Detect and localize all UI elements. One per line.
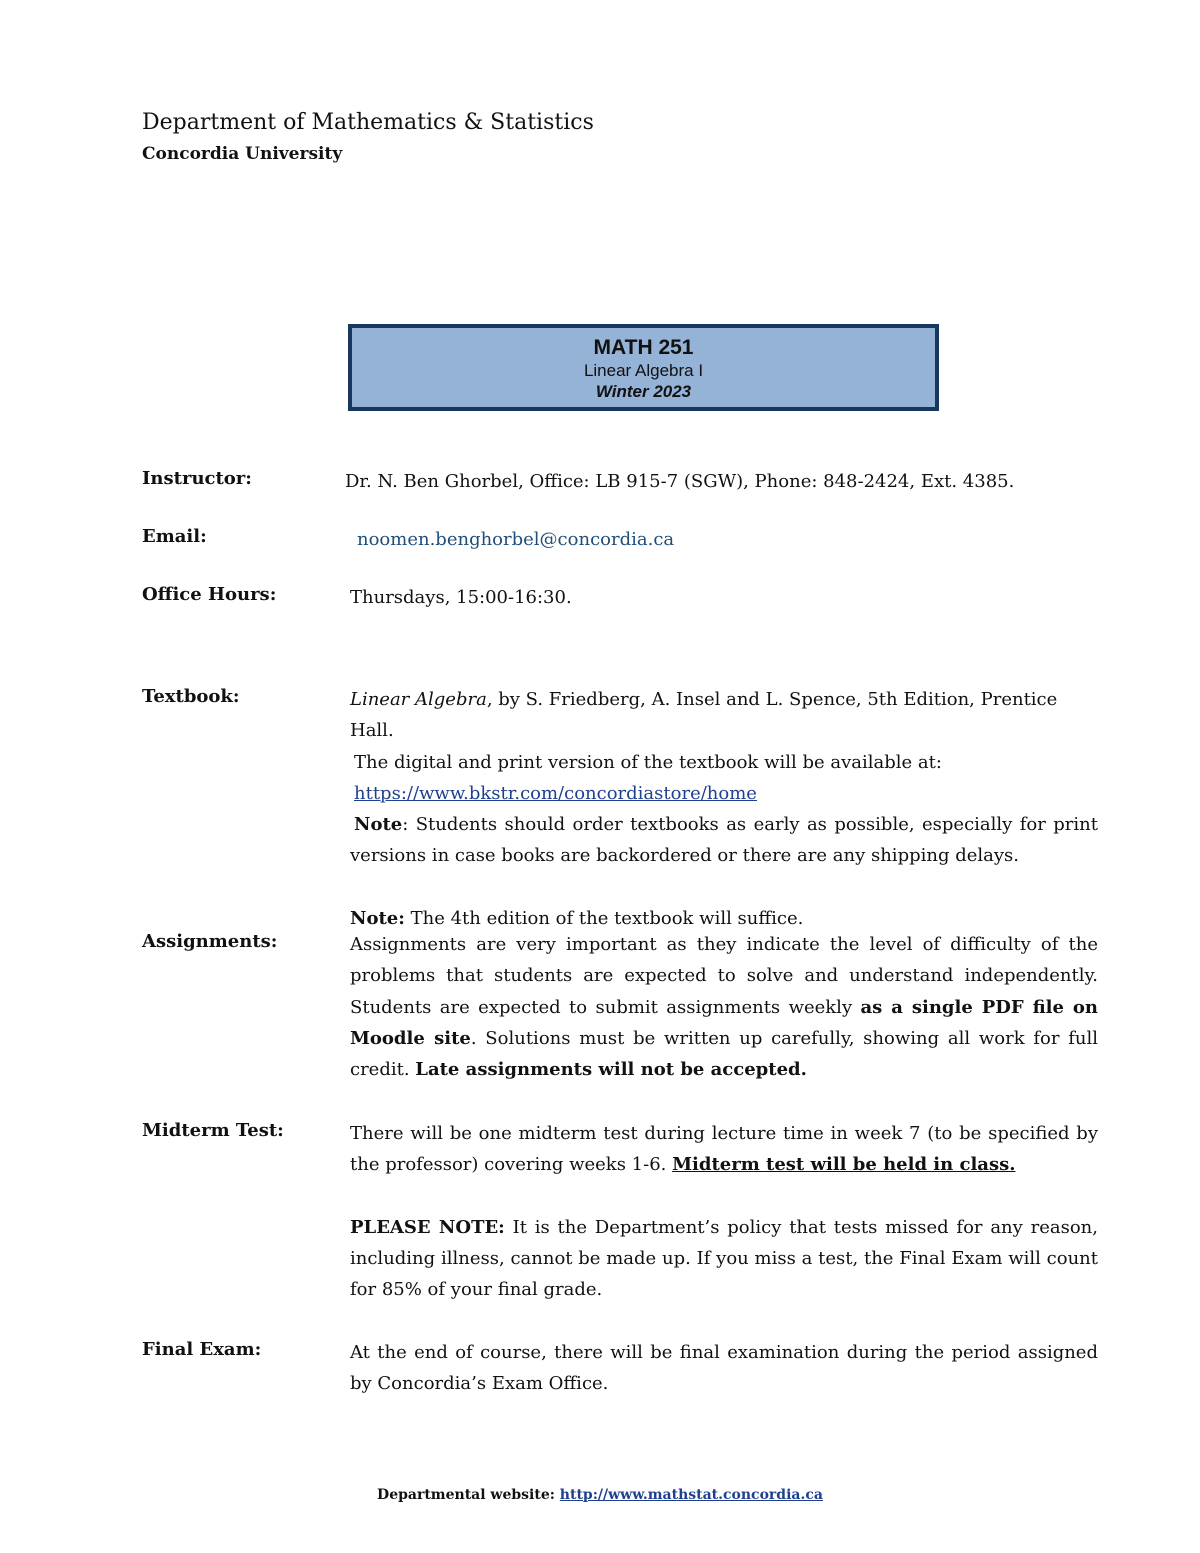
assignments-value bbox=[350, 929, 1098, 1085]
office-hours-value: Thursdays, 15:00-16:30. bbox=[350, 587, 572, 608]
office-hours-label: Office Hours: bbox=[142, 584, 277, 605]
textbook-section bbox=[350, 684, 1098, 934]
note-text: The 4th edition of the textbook will suffice. bbox=[404, 907, 804, 929]
textbook-note-1 bbox=[350, 809, 1098, 872]
university-name: Concordia University bbox=[142, 144, 343, 164]
midterm-text: There will be one midterm test during lecture time in week 7 (to be specified by the professor) covering weeks 1-6. bbox=[350, 1123, 1098, 1176]
note-label: Note bbox=[354, 814, 403, 836]
final-exam-value: At the end of course, there will be final examination during the period assigned by Concordia’s Exam Office. bbox=[350, 1342, 1098, 1395]
policy-text: It is the Department’s policy that tests missed for any reason, including illness, cannot be made up. If you miss a test, the Final Exam will count for 85% of your final grade. bbox=[350, 1216, 1098, 1301]
course-title-box bbox=[348, 324, 939, 411]
assignments-text: . Solutions must be written up carefully, showing all work for full credit. bbox=[350, 1027, 1098, 1081]
textbook-label: Textbook: bbox=[142, 686, 240, 707]
textbook-title: Linear Algebra bbox=[350, 689, 487, 710]
midterm-label: Midterm Test: bbox=[142, 1120, 284, 1141]
assignments-label: Assignments: bbox=[142, 931, 278, 952]
bookstore-link[interactable]: https://www.bkstr.com/concordiastore/home bbox=[354, 782, 757, 804]
note-text: : Students should order textbooks as early as possible, especially for print versions in case books are backordered or there are any shipping delays. bbox=[350, 814, 1098, 867]
midterm-section bbox=[350, 1118, 1098, 1305]
assignments-submission-format: as a single PDF file on Moodle site bbox=[350, 996, 1099, 1049]
assignments-late-policy: Late assignments will not be accepted. bbox=[415, 1059, 807, 1081]
textbook-details: , by S. Friedberg, A. Insel and L. Spence, 5th Edition, Prentice Hall. bbox=[350, 689, 1058, 742]
email-label: Email: bbox=[142, 526, 207, 547]
please-note-label: PLEASE NOTE: bbox=[350, 1216, 505, 1238]
note-label: Note: bbox=[350, 907, 405, 929]
textbook-citation bbox=[350, 684, 1098, 747]
course-name: Linear Algebra I bbox=[583, 361, 704, 380]
footer-label: Departmental website: bbox=[377, 1487, 555, 1503]
final-exam-label: Final Exam: bbox=[142, 1339, 262, 1360]
department-name: Department of Mathematics & Statistics bbox=[142, 110, 594, 135]
email-value bbox=[357, 524, 1105, 555]
assignments-text: Assignments are very important as they indicate the level of difficulty of the problems that students are expected to solve and understand independently. Students are expected to submit assignments weekly bbox=[350, 934, 1098, 1018]
course-term: Winter 2023 bbox=[595, 382, 692, 401]
textbook-availability: The digital and print version of the textbook will be available at: bbox=[354, 751, 942, 773]
email-link[interactable]: noomen.benghorbel@concordia.ca bbox=[357, 529, 675, 550]
footer bbox=[0, 1487, 1200, 1503]
instructor-value: Dr. N. Ben Ghorbel, Office: LB 915-7 (SGW), Phone: 848-2424, Ext. 4385. bbox=[345, 471, 1015, 492]
midterm-description bbox=[350, 1118, 1098, 1181]
course-code: MATH 251 bbox=[593, 336, 694, 359]
instructor-label: Instructor: bbox=[142, 468, 252, 489]
midterm-in-class-notice: Midterm test will be held in class. bbox=[672, 1154, 1016, 1176]
midterm-policy-note bbox=[350, 1212, 1098, 1306]
department-website-link[interactable]: http://www.mathstat.concordia.ca bbox=[559, 1487, 823, 1503]
textbook-url-line bbox=[350, 778, 1098, 809]
